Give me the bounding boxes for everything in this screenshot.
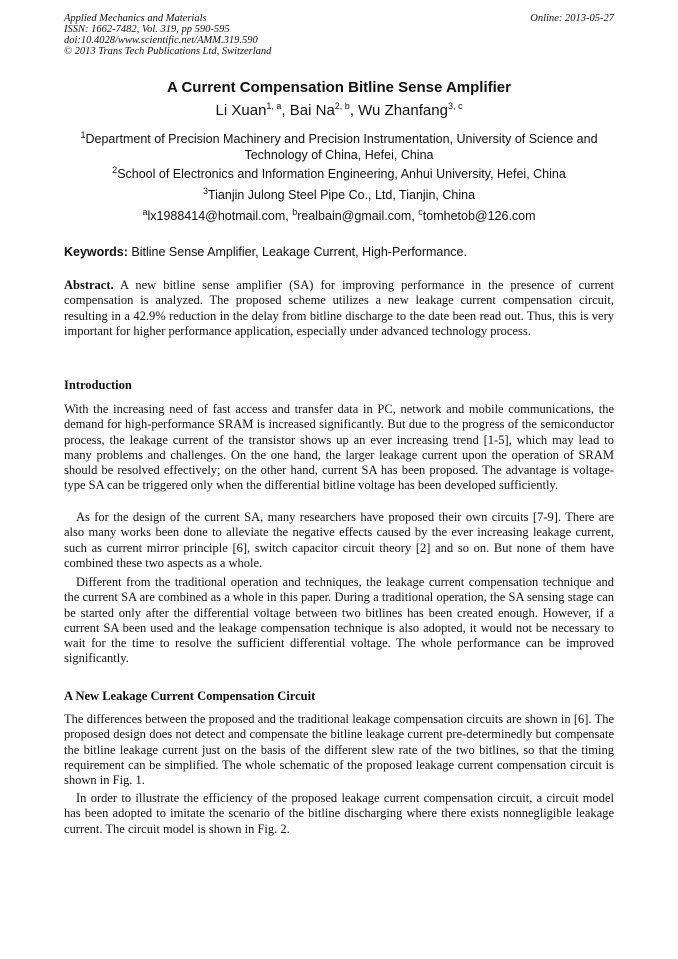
author-sup: 3, c bbox=[447, 101, 463, 111]
email-sup: b bbox=[292, 206, 298, 217]
author-name: Wu Zhanfang bbox=[358, 102, 448, 119]
author-list: Li Xuan$^{1, a}$, Bai Na$^{2, b}$, Wu Zhanfang$^{3, c}$ bbox=[215, 101, 463, 119]
author-sup: 2, b bbox=[334, 101, 350, 111]
email-list: $^a$lx1988414@hotmail.com, $^b$realbain@gmail.com, $^c$tomhetob@126.com bbox=[142, 206, 536, 223]
author-sup: 1, a bbox=[266, 101, 282, 111]
intro-paragraph-1: With the increasing need of fast access and transfer data in PC, network and mobile communications, the demand for high-performance SRAM is increased significantly. But due to the progress of the semiconductor process, the leakage current of the transistor shows up an ever increasing trend [1-5], which may lead to many problems and challenges. On the one hand, the larger leakage current upon the operation of SRAM should be resolved effectively; on the other hand, current SA has been proposed. The advantage is voltage-type SA can be triggered only when the differential bitline voltage has been developed sufficiently. bbox=[64, 402, 614, 493]
affiliation-sup: 1 bbox=[80, 129, 86, 140]
affiliation-1 bbox=[64, 131, 614, 163]
affiliation-text: School of Electronics and Information Engineering, Anhui University, Hefei, China bbox=[117, 167, 566, 181]
section-heading-leakage-circuit: A New Leakage Current Compensation Circuit bbox=[64, 689, 316, 703]
affiliation-2 bbox=[64, 166, 614, 182]
doi: doi:10.4028/www.scientific.net/AMM.319.590 bbox=[64, 35, 258, 46]
affiliation-text: Tianjin Julong Steel Pipe Co., Ltd, Tianjin, China bbox=[207, 188, 476, 202]
author-name: Bai Na bbox=[289, 102, 335, 119]
intro-paragraph-3: Different from the traditional operation and techniques, the leakage current compensation technique and the current SA are combined as a whole in this paper. During a traditional operation, the SA sensing stage can be started only after the differential voltage between two bitlines has been created enough. However, if a current SA been used and the leakage compensation technique is also adopted, it would not be necessary to wait for the time to resolve the sufficient differential voltage. The whole performance can be improved significantly. bbox=[64, 575, 614, 666]
section2-paragraph-1: The differences between the proposed and the traditional leakage compensation circuits are shown in [6]. The proposed design does not detect and compensate the bitline leakage current pre-determinedly but compensate the bitline leakage current just on the basis of the different slew rate of the two bitlines, so that the timing requirement can be simplified. The whole schematic of the proposed leakage current compensation circuit is shown in Fig. 1. bbox=[64, 712, 614, 788]
affiliation-sup: 2 bbox=[112, 164, 118, 175]
email-link[interactable]: realbain@gmail.com bbox=[297, 209, 412, 223]
affiliation-3 bbox=[64, 187, 614, 203]
intro-paragraph-2: As for the design of the current SA, many researchers have proposed their own circuits [7-9]. There are also many works been done to alleviate the negative effects caused by the ever increasing leakage current, such as current mirror principle [6], switch capacitor circuit theory [2] and so on. But none of them have combined these two aspects as a whole. bbox=[64, 510, 614, 570]
section2-paragraph-2: In order to illustrate the efficiency of the proposed leakage current compensation circuit, a circuit model has been adopted to imitate the scenario of the bitline discharging where there exists nonnegligible leakage current. The circuit model is shown in Fig. 2. bbox=[64, 791, 614, 836]
email-link[interactable]: lx1988414@hotmail.com bbox=[147, 209, 286, 223]
online-date: Online: 2013-05-27 bbox=[530, 13, 614, 24]
email-sup: c bbox=[418, 206, 423, 217]
keywords bbox=[64, 245, 614, 259]
affiliation-sup: 3 bbox=[202, 185, 208, 196]
keywords-label: Keywords: bbox=[64, 245, 128, 259]
journal-header bbox=[64, 13, 271, 57]
email-sup: a bbox=[142, 206, 148, 217]
affiliation-text: Technology of China, Hefei, China bbox=[244, 148, 434, 162]
issn: ISSN: 1662-7482, Vol. 319, pp 590-595 bbox=[64, 24, 230, 35]
author-name: Li Xuan bbox=[215, 102, 267, 119]
section-heading-introduction: Introduction bbox=[64, 378, 132, 392]
email-link[interactable]: tomhetob@126.com bbox=[422, 209, 536, 223]
paper-title: A Current Compensation Bitline Sense Amplifier bbox=[167, 79, 511, 96]
abstract-text: A new bitline sense amplifier (SA) for improving performance in the presence of current compensation is analyzed. The proposed scheme utilizes a new leakage current compensation circuit, resulting in a 42.9% reduction in the delay from bitline discharge to the date been read out. Thus, this is very important for higher performance application, especially under advanced technology process. bbox=[64, 278, 615, 338]
abstract bbox=[64, 278, 614, 339]
journal-name: Applied Mechanics and Materials bbox=[64, 13, 207, 24]
affiliation-text: Department of Precision Machinery and Precision Instrumentation, University of Science and bbox=[85, 132, 598, 146]
keywords-text: Bitline Sense Amplifier, Leakage Current, High-Performance. bbox=[131, 245, 467, 259]
abstract-label: Abstract. bbox=[64, 278, 114, 292]
copyright: © 2013 Trans Tech Publications Ltd, Switzerland bbox=[64, 46, 272, 57]
